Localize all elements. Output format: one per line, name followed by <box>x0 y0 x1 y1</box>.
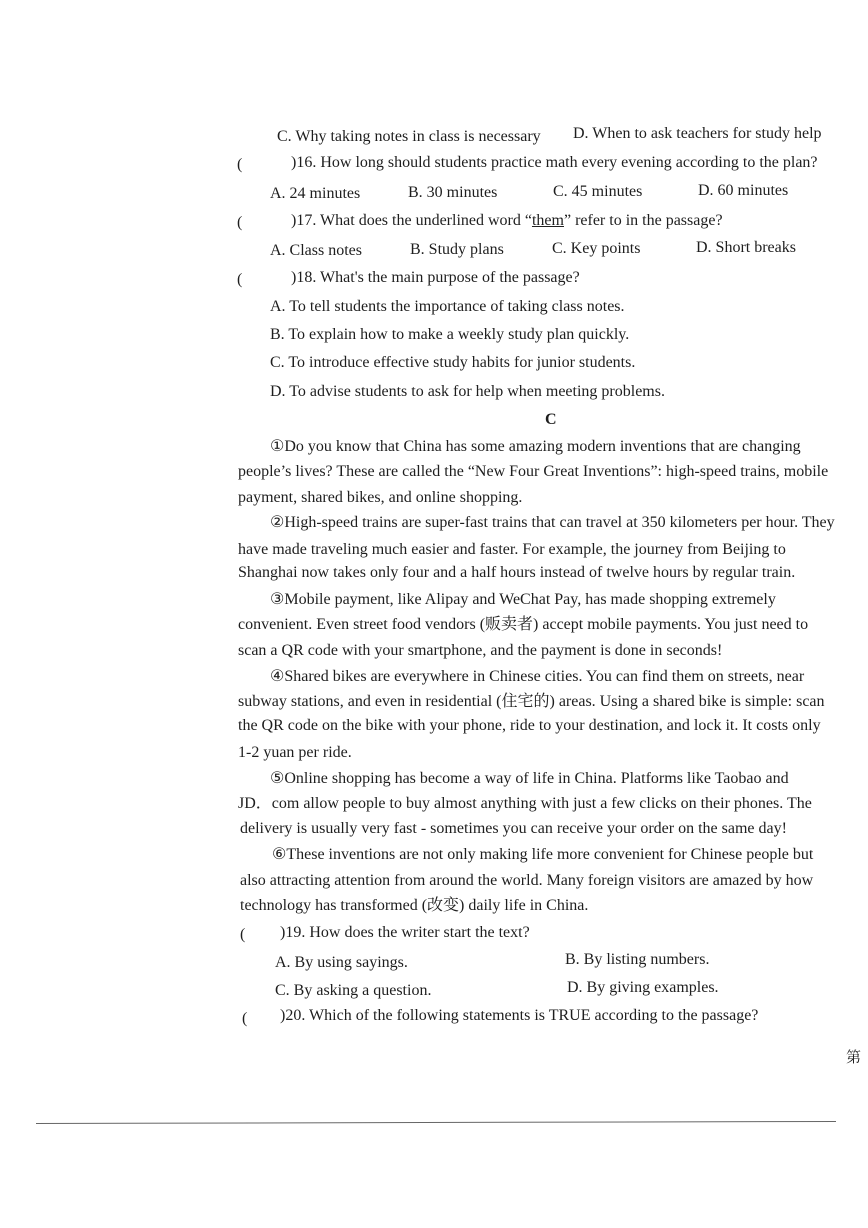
q19-option-b: B. By listing numbers. <box>565 951 710 968</box>
q17-option-d: D. Short breaks <box>696 239 796 256</box>
passage-line: have made traveling much easier and faster. For example, the journey from Beijing to <box>238 541 786 558</box>
q19-option-c: C. By asking a question. <box>275 982 432 999</box>
passage-line: also attracting attention from around the world. Many foreign visitors are amazed by how <box>240 872 814 889</box>
passage-line: ②High-speed trains are super-fast trains that can travel at 350 kilometers per hour. They <box>270 514 835 531</box>
passage-line: 1-2 yuan per ride. <box>238 744 352 761</box>
q15-option-d: D. When to ask teachers for study help <box>573 125 822 142</box>
q19-option-d: D. By giving examples. <box>567 979 719 996</box>
q18-option-b: B. To explain how to make a weekly study plan quickly. <box>270 326 630 343</box>
passage-line: the QR code on the bike with your phone, ride to your destination, and lock it. It costs only <box>238 717 821 734</box>
passage-line: JD．com allow people to buy almost anything with just a few clicks on their phones. The <box>238 795 812 812</box>
passage-line: people’s lives? These are called the “New Four Great Inventions”: high-speed trains, mobile <box>238 463 829 480</box>
passage-line: ⑥These inventions are not only making life more convenient for Chinese people but <box>272 846 814 863</box>
passage-line: ⑤Online shopping has become a way of life in China. Platforms like Taobao and <box>270 770 789 787</box>
q16-stem: )16. How long should students practice math every evening according to the plan? <box>291 154 818 171</box>
q16-option-b: B. 30 minutes <box>408 184 498 201</box>
passage-line: convenient. Even street food vendors (贩卖者) accept mobile payments. You just need to <box>238 616 809 633</box>
q16-option-a: A. 24 minutes <box>270 185 361 202</box>
q19-option-a: A. By using sayings. <box>275 954 408 971</box>
passage-line: technology has transformed (改变) daily life in China. <box>240 897 589 914</box>
section-heading: C <box>545 411 557 428</box>
q16-option-c: C. 45 minutes <box>553 183 643 200</box>
passage-line: ③Mobile payment, like Alipay and WeChat Pay, has made shopping extremely <box>270 591 776 608</box>
q17-option-c: C. Key points <box>552 240 641 257</box>
q18-option-d: D. To advise students to ask for help when meeting problems. <box>270 383 665 400</box>
page-bottom-rule <box>36 1121 836 1124</box>
passage-line: scan a QR code with your smartphone, and the payment is done in seconds! <box>238 642 723 659</box>
q20-answer-paren[interactable]: ( <box>242 1010 248 1027</box>
q19-answer-paren[interactable]: ( <box>240 926 246 943</box>
q15-option-c: C. Why taking notes in class is necessary <box>277 128 541 145</box>
underlined-word: them <box>531 212 564 229</box>
q20-stem: )20. Which of the following statements is TRUE according to the passage? <box>280 1007 759 1024</box>
q17-option-a: A. Class notes <box>270 242 362 259</box>
q17-answer-paren[interactable]: ( <box>237 214 243 231</box>
passage-line: ④Shared bikes are everywhere in Chinese cities. You can find them on streets, near <box>270 668 805 685</box>
q18-stem: )18. What's the main purpose of the passage? <box>291 269 580 286</box>
passage-line: delivery is usually very fast - sometimes you can receive your order on the same day! <box>240 820 787 837</box>
page-number-mark: 第 <box>846 1048 862 1066</box>
q17-option-b: B. Study plans <box>410 241 504 258</box>
passage-line: ①Do you know that China has some amazing modern inventions that are changing <box>270 438 801 455</box>
q17-stem: )17. What does the underlined word “them” refer to in the passage? <box>291 212 723 229</box>
q18-answer-paren[interactable]: ( <box>237 271 243 288</box>
passage-line: payment, shared bikes, and online shopping. <box>238 489 523 506</box>
q16-answer-paren[interactable]: ( <box>237 156 243 173</box>
q19-stem: )19. How does the writer start the text? <box>280 924 530 941</box>
passage-line: subway stations, and even in residential (住宅的) areas. Using a shared bike is simple: scan <box>238 693 825 710</box>
q18-option-a: A. To tell students the importance of taking class notes. <box>270 298 625 315</box>
passage-line: Shanghai now takes only four and a half hours instead of twelve hours by regular train. <box>238 564 796 581</box>
q16-option-d: D. 60 minutes <box>698 182 789 199</box>
q18-option-c: C. To introduce effective study habits for junior students. <box>270 354 636 371</box>
